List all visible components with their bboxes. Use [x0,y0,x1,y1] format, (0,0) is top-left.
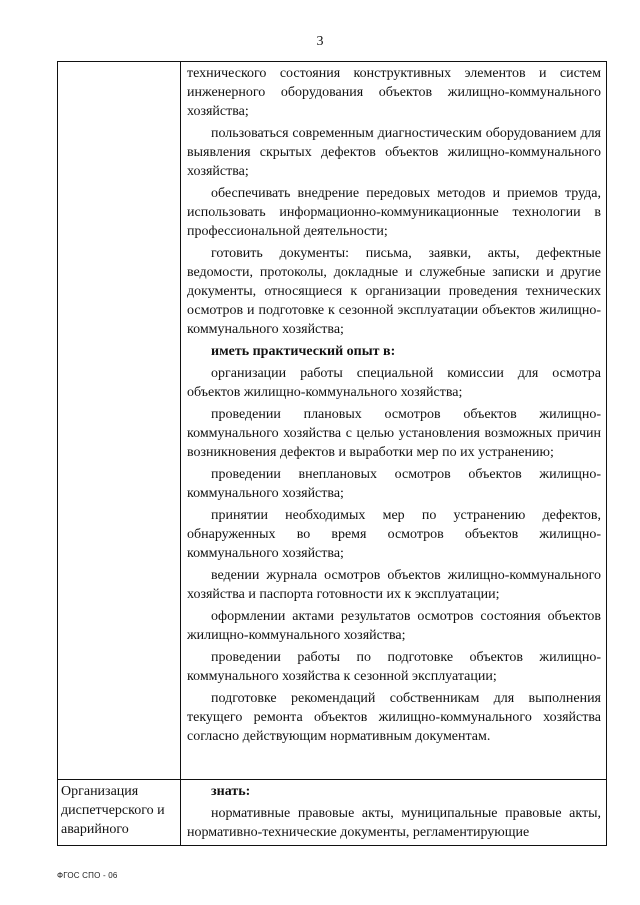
page-number: 3 [316,34,324,49]
subheading: знать: [211,784,251,799]
standard-table [57,61,607,846]
footer-label: ФГОС СПО - 06 [57,871,118,880]
requirements-cell [181,780,607,846]
paragraph: принятии необходимых мер по устранению дефектов, обнаруженных во время осмотров объектов жилищно-коммунального хозяйства; [187,508,601,561]
paragraph: обеспечивать внедрение передовых методов и приемов труда, использовать информационно-коммуникационные технологии в профессиональной деятельности; [187,186,601,239]
paragraph: нормативные правовые акты, муниципальные правовые акты, нормативно-технические документы, регламентирующие [187,806,601,840]
section-title-cell: Организация диспетчерского и аварийного [58,780,181,846]
paragraph: пользоваться современным диагностическим оборудованием для выявления скрытых дефектов объектов жилищно-коммунального хозяйства; [187,126,601,179]
section-title-cell [58,62,181,780]
paragraph: технического состояния конструктивных элементов и систем инженерного оборудования объектов жилищно-коммунального хозяйства; [187,66,601,119]
subheading: иметь практический опыт в: [211,344,396,359]
table-row [58,62,607,780]
requirements-cell [181,62,607,780]
paragraph: подготовке рекомендаций собственникам для выполнения текущего ремонта объектов жилищно-коммунального хозяйства согласно действующим нормативным документам. [187,691,601,744]
paragraph: готовить документы: письма, заявки, акты, дефектные ведомости, протоколы, докладные и служебные записки и другие документы, относящиеся к организации проведения технических осмотров и подготовке к сезонной эксплуатации объектов жилищно-коммунального хозяйства; [187,246,601,337]
paragraph: ведении журнала осмотров объектов жилищно-коммунального хозяйства и паспорта готовности их к эксплуатации; [187,568,601,602]
paragraph: оформлении актами результатов осмотров состояния объектов жилищно-коммунального хозяйства; [187,609,601,643]
paragraph: проведении работы по подготовке объектов жилищно-коммунального хозяйства к сезонной эксплуатации; [187,650,601,684]
table-row [58,780,607,846]
paragraph: проведении внеплановых осмотров объектов жилищно-коммунального хозяйства; [187,467,601,501]
paragraph: проведении плановых осмотров объектов жилищно-коммунального хозяйства с целью установления возможных причин возникновения дефектов и выработки мер по их устранению; [187,407,601,460]
paragraph: организации работы специальной комиссии для осмотра объектов жилищно-коммунального хозяйства; [187,366,601,400]
